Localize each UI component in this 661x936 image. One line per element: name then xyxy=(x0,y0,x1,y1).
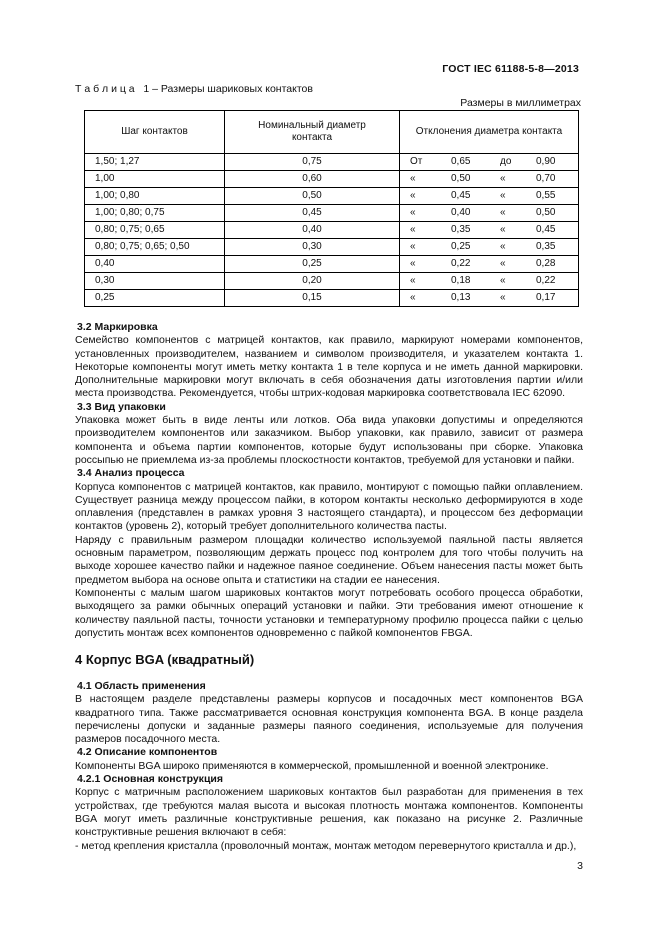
table-row xyxy=(85,290,579,307)
cell-nominal: 0,20 xyxy=(225,273,400,290)
deviation-min: 0,25 xyxy=(451,241,471,252)
cell-deviation xyxy=(400,290,579,307)
deviation-sep: « xyxy=(500,292,506,303)
table-row xyxy=(85,205,579,222)
paragraph: Упаковка может быть в виде ленты или лотков. Оба вида упаковки допустимы и определяются производителем компонентов или заказчиком. Выбор упаковки, как правило, зависит от размера компонента и объема партии компонентов, которые будут использованы при сборке. Упаковка россыпью не приемлема из-за проблемы плоскостности контактов, требуемой для установки и пайки. xyxy=(75,414,583,466)
cell-step: 0,40 xyxy=(85,256,225,273)
deviation-prefix: « xyxy=(410,207,416,218)
deviation-prefix: « xyxy=(410,173,416,184)
deviation-sep: « xyxy=(500,224,506,235)
section-title: 4.1 Область применения xyxy=(77,680,206,692)
cell-nominal: 0,15 xyxy=(225,290,400,307)
deviation-sep: до xyxy=(500,156,512,167)
cell-deviation xyxy=(400,256,579,273)
section-title: 3.4 Анализ процесса xyxy=(77,467,185,480)
deviation-max: 0,70 xyxy=(536,173,556,184)
paragraph: В настоящем разделе представлены размеры корпусов и посадочных мест компонентов BGA квадратного типа. Также рассматривается основная конструкция компонента BGA. В конце раздела перечислены допуски и заданные размеры паяного соединения, используемые для получения размеров посадочного места. xyxy=(75,693,583,746)
deviation-prefix: « xyxy=(410,292,416,303)
cell-deviation xyxy=(400,222,579,239)
cell-deviation xyxy=(400,154,579,171)
deviation-min: 0,22 xyxy=(451,258,471,269)
cell-nominal: 0,50 xyxy=(225,188,400,205)
deviation-prefix: « xyxy=(410,258,416,269)
section-3-2 xyxy=(75,321,583,640)
deviation-max: 0,35 xyxy=(536,241,556,252)
deviation-prefix: « xyxy=(410,224,416,235)
deviation-max: 0,28 xyxy=(536,258,556,269)
deviation-sep: « xyxy=(500,241,506,252)
cell-deviation xyxy=(400,273,579,290)
section-4-body xyxy=(75,680,583,853)
paragraph: Семейство компонентов с матрицей контактов, как правило, маркируют номерами компонентов, установленных производителем, названием и символом производителя, и указателем контакта 1. Некоторые компоненты могут иметь метку контакта 1 в теле корпуса и не иметь данной маркировки. Дополнительные маркировки могут включать в себя обозначения даты изготовления партии и/или места производства. Рекомендуется, чтобы штрих-кодовая маркировка соответствовала IEC 62090. xyxy=(75,334,583,400)
deviation-sep: « xyxy=(500,207,506,218)
section-title: 4.2.1 Основная конструкция xyxy=(77,773,223,786)
cell-deviation xyxy=(400,205,579,222)
cell-deviation xyxy=(400,171,579,188)
table-caption: Т а б л и ц а 1 – Размеры шариковых контактов xyxy=(75,83,313,95)
table-row xyxy=(85,171,579,188)
deviation-min: 0,13 xyxy=(451,292,471,303)
cell-nominal: 0,40 xyxy=(225,222,400,239)
deviation-prefix: « xyxy=(410,190,416,201)
cell-nominal: 0,75 xyxy=(225,154,400,171)
cell-step: 1,00; 0,80 xyxy=(85,188,225,205)
cell-nominal: 0,45 xyxy=(225,205,400,222)
deviation-max: 0,17 xyxy=(536,292,556,303)
deviation-sep: « xyxy=(500,173,506,184)
section-title: 4.2 Описание компонентов xyxy=(77,746,218,759)
cell-deviation xyxy=(400,239,579,256)
deviation-min: 0,18 xyxy=(451,275,471,286)
cell-step: 0,25 xyxy=(85,290,225,307)
cell-step: 1,00; 0,80; 0,75 xyxy=(85,205,225,222)
cell-deviation xyxy=(400,188,579,205)
deviation-min: 0,40 xyxy=(451,207,471,218)
paragraph: Корпус с матричным расположением шариковых контактов был разработан для применения в тех устройствах, где требуются малая высота и высокая плотность монтажа компонентов. Компоненты BGA могут иметь различные конструктивные решения, как показано на рисунке 2. Различные конструктивные решения включают в себя: xyxy=(75,786,583,839)
units-note: Размеры в миллиметрах xyxy=(460,97,581,109)
deviation-sep: « xyxy=(500,258,506,269)
paragraph: Наряду с правильным размером площадки количество используемой паяльной пасты является основным параметром, позволяющим держать процесс под контролем для того чтобы получить на выходе хорошее качество пайки и надежное паяное соединение. Объем нанесения пасты может быть предметом выбора на основе опыта и статистики на стадии ее нанесения. xyxy=(75,533,583,586)
document-header: ГОСТ IEC 61188-5-8—2013 xyxy=(442,63,579,75)
deviation-prefix: От xyxy=(410,156,423,167)
deviation-max: 0,50 xyxy=(536,207,556,218)
deviation-min: 0,65 xyxy=(451,156,471,167)
table-row xyxy=(85,188,579,205)
section-title: 3.3 Вид упаковки xyxy=(77,400,166,413)
cell-step: 0,80; 0,75; 0,65; 0,50 xyxy=(85,239,225,256)
deviation-prefix: « xyxy=(410,275,416,286)
column-header-deviation: Отклонения диаметра контакта xyxy=(400,111,579,154)
paragraph: - метод крепления кристалла (проволочный монтаж, монтаж методом перевернутого кристалла и др.), xyxy=(75,839,577,852)
cell-nominal: 0,60 xyxy=(225,171,400,188)
table-row xyxy=(85,154,579,171)
paragraph: Компоненты BGA широко применяются в коммерческой, промышленной и военной электронике. xyxy=(75,759,549,772)
table-row xyxy=(85,239,579,256)
paragraph: Корпуса компонентов с матрицей контактов, как правило, монтируют с помощью пайки оплавлением. Существует разница между процессом пайки, в котором контакты несколько деформируются в ходе оплавления (представлен в рамках уровня 3 настоящего стандарта), и процессом без деформации контактов (уровень 2), который требует дополнительного количества пасты. xyxy=(75,480,583,533)
table-row xyxy=(85,256,579,273)
deviation-min: 0,35 xyxy=(451,224,471,235)
page-number: 3 xyxy=(577,860,583,872)
paragraph: Компоненты с малым шагом шариковых контактов могут потребовать особого процесса обработки, выходящего за рамки обычных операций установки и пайки. Эти требования имеют отношение к количеству паяльной пасты, точности установки и температурному профилю процесса пайки с целью допустить монтаж всех компонентов одновременно с пайкой компонентов FBGA. xyxy=(75,586,583,639)
cell-nominal: 0,30 xyxy=(225,239,400,256)
section-4-title: 4 Корпус BGA (квадратный) xyxy=(75,652,255,667)
table-row xyxy=(85,222,579,239)
deviation-prefix: « xyxy=(410,241,416,252)
cell-step: 1,50; 1,27 xyxy=(85,154,225,171)
cell-step: 1,00 xyxy=(85,171,225,188)
deviation-sep: « xyxy=(500,275,506,286)
deviation-max: 0,55 xyxy=(536,190,556,201)
deviation-min: 0,45 xyxy=(451,190,471,201)
deviation-max: 0,45 xyxy=(536,224,556,235)
cell-step: 0,30 xyxy=(85,273,225,290)
deviation-sep: « xyxy=(500,190,506,201)
deviation-max: 0,90 xyxy=(536,156,556,167)
table-row xyxy=(85,273,579,290)
ball-sizes-table xyxy=(84,110,579,307)
section-title: 3.2 Маркировка xyxy=(77,321,158,333)
cell-step: 0,80; 0,75; 0,65 xyxy=(85,222,225,239)
cell-nominal: 0,25 xyxy=(225,256,400,273)
deviation-min: 0,50 xyxy=(451,173,471,184)
deviation-max: 0,22 xyxy=(536,275,556,286)
column-header-step: Шаг контактов xyxy=(85,111,225,154)
column-header-nominal: Номинальный диаметр контакта xyxy=(225,111,400,154)
